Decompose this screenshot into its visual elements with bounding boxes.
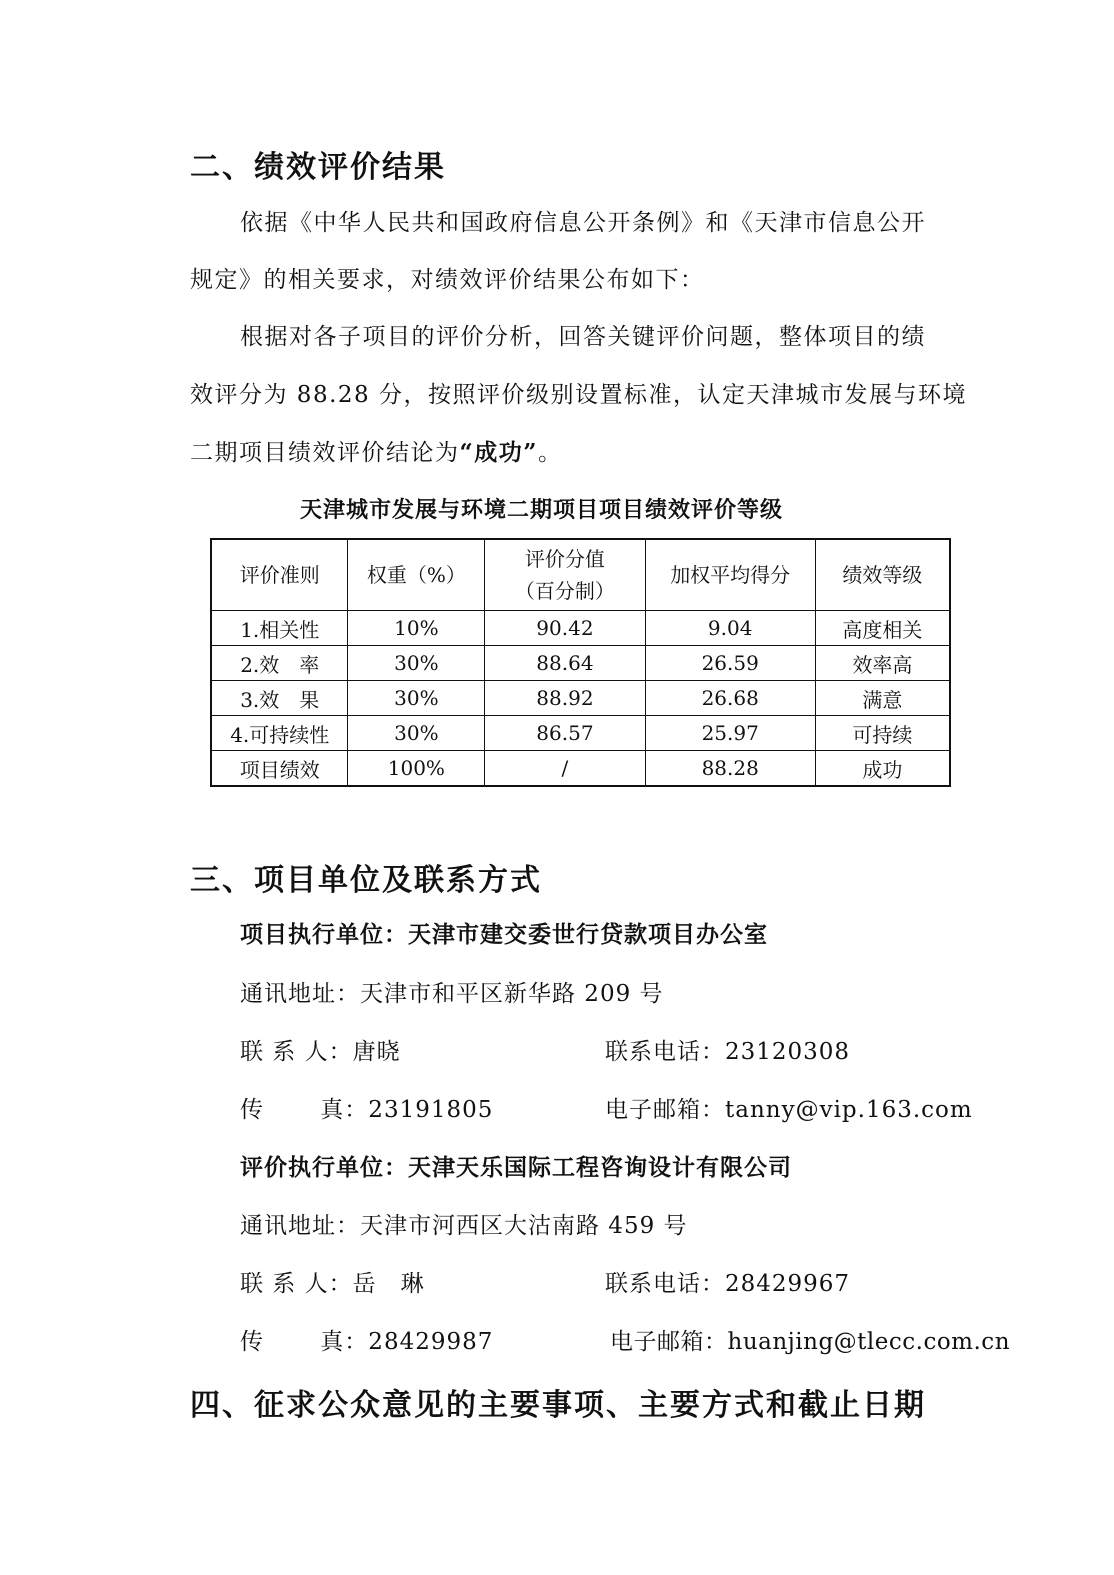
cell-criteria: 项目绩效 bbox=[211, 751, 348, 787]
header-score bbox=[485, 539, 645, 611]
para1-line2: 规定》的相关要求，对绩效评价结果公布如下： bbox=[190, 267, 705, 293]
para2-line2: 效评分为 88.28 分，按照评价级别设置标准，认定天津城市发展与环境 bbox=[190, 382, 967, 408]
unit1-email: 电子邮箱：tanny@vip.163.com bbox=[605, 1097, 973, 1123]
cell-score: 88.92 bbox=[485, 681, 645, 716]
section3-heading: 三、项目单位及联系方式 bbox=[190, 863, 542, 898]
cell-criteria: 2.效 率 bbox=[211, 646, 348, 681]
table-row bbox=[211, 716, 950, 751]
table-header-row bbox=[211, 539, 950, 611]
table-row bbox=[211, 646, 950, 681]
cell-score: 86.57 bbox=[485, 716, 645, 751]
table-row bbox=[211, 681, 950, 716]
cell-weight: 100% bbox=[348, 751, 485, 787]
section2-heading: 二、绩效评价结果 bbox=[190, 150, 446, 185]
para2-line1: 根据对各子项目的评价分析，回答关键评价问题，整体项目的绩 bbox=[240, 324, 926, 350]
cell-weight: 30% bbox=[348, 681, 485, 716]
unit1-contact: 联 系 人：唐晓 bbox=[240, 1039, 401, 1065]
cell-score: 90.42 bbox=[485, 611, 645, 646]
para2-line3-prefix: 二期项目绩效评价结论为 bbox=[190, 440, 460, 466]
cell-criteria: 4.可持续性 bbox=[211, 716, 348, 751]
cell-weighted: 9.04 bbox=[645, 611, 815, 646]
cell-grade: 满意 bbox=[815, 681, 950, 716]
cell-weight: 30% bbox=[348, 646, 485, 681]
cell-score: 88.64 bbox=[485, 646, 645, 681]
cell-criteria: 3.效 果 bbox=[211, 681, 348, 716]
cell-grade: 高度相关 bbox=[815, 611, 950, 646]
table-row bbox=[211, 751, 950, 787]
header-criteria: 评价准则 bbox=[211, 539, 348, 611]
unit2-phone: 联系电话：28429967 bbox=[605, 1271, 851, 1297]
cell-weight: 30% bbox=[348, 716, 485, 751]
unit2-address: 通讯地址：天津市河西区大沽南路 459 号 bbox=[240, 1213, 688, 1239]
cell-grade: 成功 bbox=[815, 751, 950, 787]
cell-criteria: 1.相关性 bbox=[211, 611, 348, 646]
cell-weighted: 88.28 bbox=[645, 751, 815, 787]
unit2-contact: 联 系 人：岳 琳 bbox=[240, 1271, 425, 1297]
para1-line1: 依据《中华人民共和国政府信息公开条例》和《天津市信息公开 bbox=[240, 210, 926, 236]
unit2-email: 电子邮箱：huanjing@tlecc.com.cn bbox=[610, 1329, 1011, 1355]
cell-weighted: 26.59 bbox=[645, 646, 815, 681]
cell-grade: 效率高 bbox=[815, 646, 950, 681]
grade-table bbox=[210, 538, 951, 787]
header-weighted: 加权平均得分 bbox=[645, 539, 815, 611]
unit1-phone: 联系电话：23120308 bbox=[605, 1039, 851, 1065]
unit2-title: 评价执行单位：天津天乐国际工程咨询设计有限公司 bbox=[240, 1154, 792, 1181]
section4-heading: 四、征求公众意见的主要事项、主要方式和截止日期 bbox=[190, 1388, 926, 1423]
unit1-title: 项目执行单位：天津市建交委世行贷款项目办公室 bbox=[240, 921, 768, 948]
table-caption: 天津城市发展与环境二期项目项目绩效评价等级 bbox=[300, 497, 784, 523]
para2-line3-suffix: 。 bbox=[537, 440, 563, 466]
para2-line3 bbox=[190, 434, 562, 467]
unit1-fax: 传 真：23191805 bbox=[240, 1097, 494, 1123]
header-score-line1: 评价分值 bbox=[524, 547, 605, 571]
unit1-address: 通讯地址：天津市和平区新华路 209 号 bbox=[240, 981, 664, 1007]
cell-weighted: 25.97 bbox=[645, 716, 815, 751]
cell-score: / bbox=[485, 751, 645, 787]
cell-weight: 10% bbox=[348, 611, 485, 646]
cell-weighted: 26.68 bbox=[645, 681, 815, 716]
header-score-line2: （百分制） bbox=[514, 579, 615, 603]
unit2-fax: 传 真：28429987 bbox=[240, 1329, 494, 1355]
table-row bbox=[211, 611, 950, 646]
header-grade: 绩效等级 bbox=[815, 539, 950, 611]
conclusion-emphasis: “成功” bbox=[459, 439, 538, 466]
cell-grade: 可持续 bbox=[815, 716, 950, 751]
header-weight: 权重（%） bbox=[348, 539, 485, 611]
